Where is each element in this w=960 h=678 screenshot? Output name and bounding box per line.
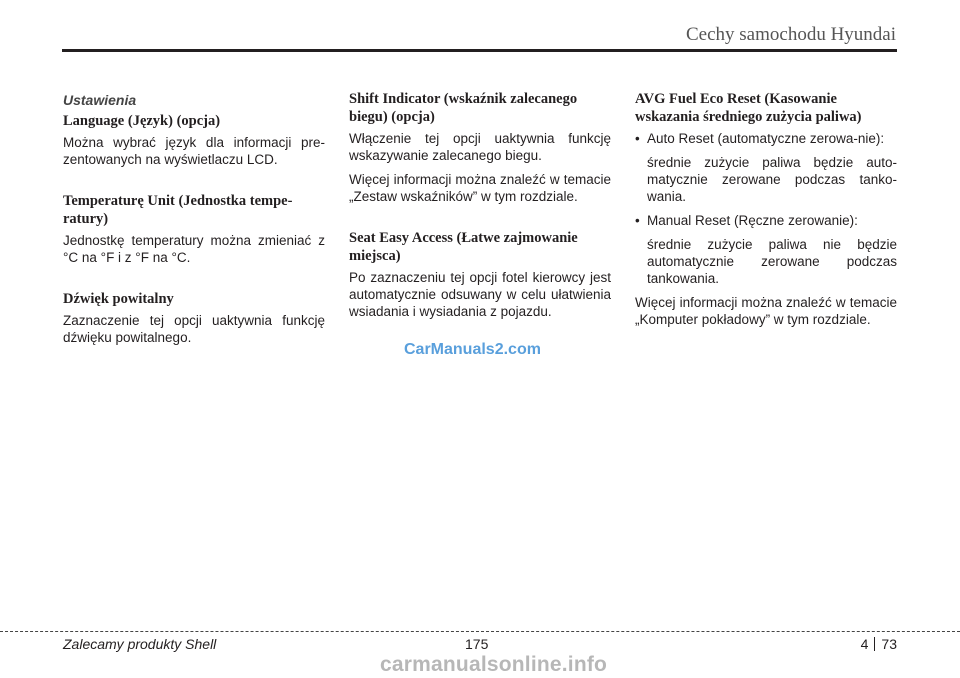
bullet-icon: • — [635, 131, 640, 146]
temperature-text: Jednostkę temperatury można zmieniać z °C na °F i z °F na °C. — [63, 233, 325, 265]
brand-watermark: carmanualsonline.info — [380, 653, 608, 676]
seat-easy-access-heading: Seat Easy Access (Łatwe zajmowanie miejsca) — [349, 230, 578, 264]
welcome-sound-text: Zaznaczenie tej opcji uaktywnia funkcję dźwięku powitalnego. — [63, 313, 325, 345]
manual-reset-label: Manual Reset (Ręczne zerowanie): — [647, 213, 858, 228]
column-1 — [63, 90, 325, 353]
temperature-heading: Temperaturę Unit (Jednostka tempe-ratury) — [63, 193, 293, 227]
auto-reset-label: Auto Reset (automatyczne zerowa-nie): — [647, 131, 885, 146]
header-rule — [62, 49, 897, 52]
welcome-sound-heading: Dźwięk powitalny — [63, 291, 174, 307]
section-label: Ustawienia — [63, 92, 137, 108]
footer-page-number: 175 — [465, 636, 489, 652]
shift-indicator-more: Więcej informacji można znaleźć w temacie „Zestaw wskaźników” w tym rozdziale. — [349, 172, 611, 204]
shift-indicator-heading: Shift Indicator (wskaźnik zalecanego biegu) (opcja) — [349, 91, 578, 125]
page-number: 73 — [881, 636, 897, 652]
language-heading: Language (Język) (opcja) — [63, 113, 221, 129]
seat-easy-access-text: Po zaznaczeniu tej opcji fotel kierowcy jest automatycznie odsuwany w celu ułatwienia wsiadania i wysiadania z pojazdu. — [349, 270, 611, 319]
bullet-icon: • — [635, 213, 640, 228]
shift-indicator-text: Włączenie tej opcji uaktywnia funkcję wskazywanie zalecanego biegu. — [349, 131, 611, 163]
column-3 — [635, 90, 897, 335]
footer-rule — [0, 631, 960, 632]
manual-reset-bullet — [635, 212, 897, 229]
separator — [874, 637, 875, 651]
avg-fuel-eco-heading: AVG Fuel Eco Reset (Kasowanie wskazania średniego zużycia paliwa) — [635, 91, 862, 125]
auto-reset-text: średnie zużycie paliwa będzie auto-matycznie zerowane podczas tanko-wania. — [647, 155, 897, 204]
footer-left: Zalecamy produkty Shell — [63, 636, 217, 652]
manual-reset-text: średnie zużycie paliwa nie będzie automatycznie zerowane podczas tankowania. — [647, 237, 897, 286]
watermark: CarManuals2.com — [404, 341, 541, 358]
column-2 — [349, 90, 611, 327]
language-text: Można wybrać język dla informacji pre-zentowanych na wyświetlaczu LCD. — [63, 135, 325, 167]
auto-reset-bullet — [635, 130, 897, 147]
header-title: Cechy samochodu Hyundai — [685, 24, 896, 45]
footer-chapter-page — [861, 636, 897, 652]
more-info-text: Więcej informacji można znaleźć w temacie „Komputer pokładowy” w tym rozdziale. — [635, 295, 897, 327]
chapter-number: 4 — [860, 636, 869, 652]
